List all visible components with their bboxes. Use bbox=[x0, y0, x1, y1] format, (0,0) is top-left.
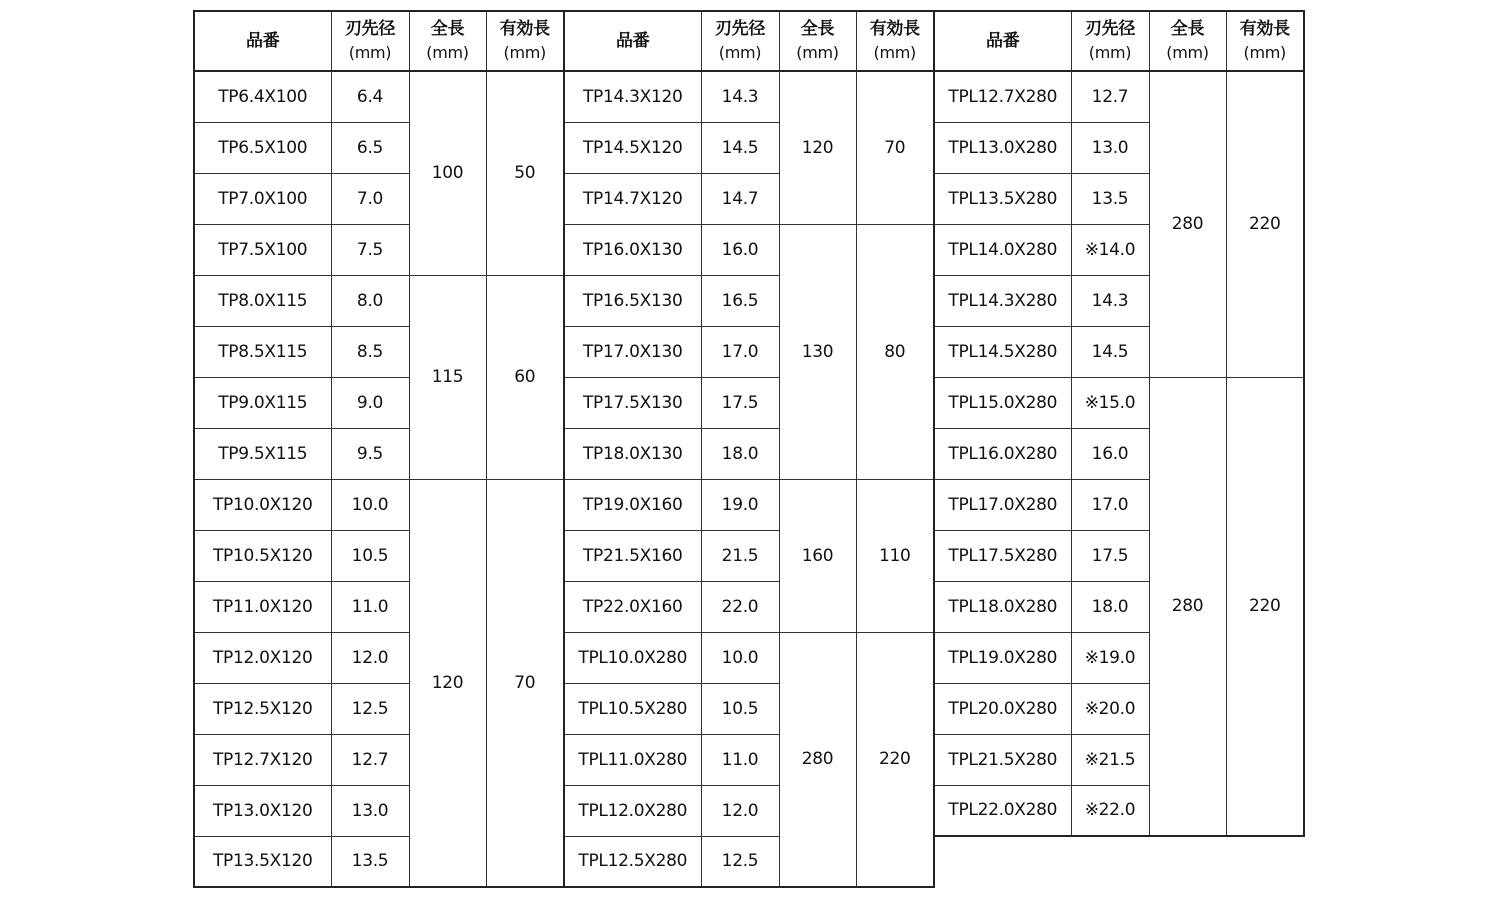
part-number-cell: TP6.4X100 bbox=[194, 71, 331, 122]
diameter-cell: 13.0 bbox=[331, 785, 409, 836]
diameter-cell: 17.0 bbox=[1071, 479, 1149, 530]
header-effective-length: 有効長 (mm) bbox=[856, 11, 934, 71]
part-number-cell: TPL12.5X280 bbox=[564, 836, 701, 887]
part-number-cell: TPL17.5X280 bbox=[934, 530, 1071, 581]
part-number-cell: TP6.5X100 bbox=[194, 122, 331, 173]
part-number-cell: TPL11.0X280 bbox=[564, 734, 701, 785]
diameter-cell: ※21.5 bbox=[1071, 734, 1149, 785]
diameter-cell: 8.5 bbox=[331, 326, 409, 377]
header-total-length: 全長 (mm) bbox=[409, 11, 486, 71]
effective-length-cell: 220 bbox=[1226, 71, 1304, 377]
diameter-cell: 9.5 bbox=[331, 428, 409, 479]
part-number-cell: TP22.0X160 bbox=[564, 581, 701, 632]
total-length-cell: 160 bbox=[779, 479, 856, 632]
total-length-cell: 280 bbox=[779, 632, 856, 887]
diameter-cell: ※22.0 bbox=[1071, 785, 1149, 836]
diameter-cell: 11.0 bbox=[701, 734, 779, 785]
effective-length-cell: 60 bbox=[486, 275, 564, 479]
part-number-cell: TP11.0X120 bbox=[194, 581, 331, 632]
diameter-cell: 10.0 bbox=[701, 632, 779, 683]
table-row bbox=[564, 632, 934, 683]
table-row bbox=[564, 224, 934, 275]
part-number-cell: TP7.5X100 bbox=[194, 224, 331, 275]
diameter-cell: 13.0 bbox=[1071, 122, 1149, 173]
diameter-cell: 6.4 bbox=[331, 71, 409, 122]
diameter-cell: 7.0 bbox=[331, 173, 409, 224]
diameter-cell: 16.0 bbox=[1071, 428, 1149, 479]
diameter-cell: 11.0 bbox=[331, 581, 409, 632]
table-row bbox=[194, 479, 564, 530]
total-length-cell: 280 bbox=[1149, 71, 1226, 377]
diameter-cell: 14.7 bbox=[701, 173, 779, 224]
diameter-cell: 13.5 bbox=[331, 836, 409, 887]
diameter-cell: ※20.0 bbox=[1071, 683, 1149, 734]
part-number-cell: TP14.7X120 bbox=[564, 173, 701, 224]
diameter-cell: 16.5 bbox=[701, 275, 779, 326]
total-length-cell: 280 bbox=[1149, 377, 1226, 836]
diameter-cell: 21.5 bbox=[701, 530, 779, 581]
effective-length-cell: 220 bbox=[1226, 377, 1304, 836]
part-number-cell: TP13.0X120 bbox=[194, 785, 331, 836]
diameter-cell: 17.5 bbox=[1071, 530, 1149, 581]
part-number-cell: TP10.5X120 bbox=[194, 530, 331, 581]
header-diameter: 刃先径 (mm) bbox=[701, 11, 779, 71]
part-number-cell: TP10.0X120 bbox=[194, 479, 331, 530]
diameter-cell: 12.5 bbox=[701, 836, 779, 887]
diameter-cell: 12.5 bbox=[331, 683, 409, 734]
part-number-cell: TP7.0X100 bbox=[194, 173, 331, 224]
total-length-cell: 100 bbox=[409, 71, 486, 275]
diameter-cell: 18.0 bbox=[1071, 581, 1149, 632]
part-number-cell: TP8.0X115 bbox=[194, 275, 331, 326]
spec-table-3 bbox=[933, 10, 1305, 837]
header-effective-length: 有効長 (mm) bbox=[1226, 11, 1304, 71]
effective-length-cell: 80 bbox=[856, 224, 934, 479]
diameter-cell: 17.0 bbox=[701, 326, 779, 377]
total-length-cell: 120 bbox=[779, 71, 856, 224]
diameter-cell: 22.0 bbox=[701, 581, 779, 632]
header-effective-length: 有効長 (mm) bbox=[486, 11, 564, 71]
diameter-cell: ※14.0 bbox=[1071, 224, 1149, 275]
effective-length-cell: 110 bbox=[856, 479, 934, 632]
diameter-cell: 19.0 bbox=[701, 479, 779, 530]
effective-length-cell: 70 bbox=[856, 71, 934, 224]
diameter-cell: 12.0 bbox=[701, 785, 779, 836]
part-number-cell: TP8.5X115 bbox=[194, 326, 331, 377]
part-number-cell: TP17.5X130 bbox=[564, 377, 701, 428]
part-number-cell: TPL14.5X280 bbox=[934, 326, 1071, 377]
diameter-cell: ※19.0 bbox=[1071, 632, 1149, 683]
part-number-cell: TPL17.0X280 bbox=[934, 479, 1071, 530]
part-number-cell: TPL16.0X280 bbox=[934, 428, 1071, 479]
diameter-cell: 12.7 bbox=[1071, 71, 1149, 122]
part-number-cell: TP13.5X120 bbox=[194, 836, 331, 887]
total-length-cell: 130 bbox=[779, 224, 856, 479]
part-number-cell: TP12.5X120 bbox=[194, 683, 331, 734]
part-number-cell: TPL15.0X280 bbox=[934, 377, 1071, 428]
diameter-cell: 12.0 bbox=[331, 632, 409, 683]
header-diameter: 刃先径 (mm) bbox=[331, 11, 409, 71]
part-number-cell: TPL12.0X280 bbox=[564, 785, 701, 836]
diameter-cell: 14.3 bbox=[701, 71, 779, 122]
diameter-cell: 13.5 bbox=[1071, 173, 1149, 224]
effective-length-cell: 220 bbox=[856, 632, 934, 887]
header-part-no: 品番 bbox=[564, 11, 701, 71]
part-number-cell: TP12.7X120 bbox=[194, 734, 331, 785]
diameter-cell: 14.5 bbox=[1071, 326, 1149, 377]
part-number-cell: TPL10.0X280 bbox=[564, 632, 701, 683]
part-number-cell: TPL20.0X280 bbox=[934, 683, 1071, 734]
spec-table-2 bbox=[563, 10, 935, 888]
part-number-cell: TP12.0X120 bbox=[194, 632, 331, 683]
table-row bbox=[194, 71, 564, 122]
header-part-no: 品番 bbox=[934, 11, 1071, 71]
effective-length-cell: 70 bbox=[486, 479, 564, 887]
diameter-cell: 8.0 bbox=[331, 275, 409, 326]
part-number-cell: TPL22.0X280 bbox=[934, 785, 1071, 836]
part-number-cell: TP14.5X120 bbox=[564, 122, 701, 173]
diameter-cell: 16.0 bbox=[701, 224, 779, 275]
part-number-cell: TP9.5X115 bbox=[194, 428, 331, 479]
diameter-cell: 10.5 bbox=[331, 530, 409, 581]
diameter-cell: 12.7 bbox=[331, 734, 409, 785]
part-number-cell: TP19.0X160 bbox=[564, 479, 701, 530]
part-number-cell: TPL13.5X280 bbox=[934, 173, 1071, 224]
effective-length-cell: 50 bbox=[486, 71, 564, 275]
table-row bbox=[564, 71, 934, 122]
part-number-cell: TP17.0X130 bbox=[564, 326, 701, 377]
table-row bbox=[194, 275, 564, 326]
part-number-cell: TPL14.3X280 bbox=[934, 275, 1071, 326]
part-number-cell: TP14.3X120 bbox=[564, 71, 701, 122]
diameter-cell: 6.5 bbox=[331, 122, 409, 173]
total-length-cell: 115 bbox=[409, 275, 486, 479]
table-row bbox=[564, 479, 934, 530]
part-number-cell: TPL19.0X280 bbox=[934, 632, 1071, 683]
part-number-cell: TP16.0X130 bbox=[564, 224, 701, 275]
header-part-no: 品番 bbox=[194, 11, 331, 71]
part-number-cell: TPL18.0X280 bbox=[934, 581, 1071, 632]
header-total-length: 全長 (mm) bbox=[779, 11, 856, 71]
header-total-length: 全長 (mm) bbox=[1149, 11, 1226, 71]
part-number-cell: TPL13.0X280 bbox=[934, 122, 1071, 173]
header-diameter: 刃先径 (mm) bbox=[1071, 11, 1149, 71]
diameter-cell: 7.5 bbox=[331, 224, 409, 275]
part-number-cell: TPL21.5X280 bbox=[934, 734, 1071, 785]
diameter-cell: 14.5 bbox=[701, 122, 779, 173]
part-number-cell: TPL12.7X280 bbox=[934, 71, 1071, 122]
diameter-cell: 10.0 bbox=[331, 479, 409, 530]
part-number-cell: TP9.0X115 bbox=[194, 377, 331, 428]
spec-table-1 bbox=[193, 10, 565, 888]
diameter-cell: 17.5 bbox=[701, 377, 779, 428]
part-number-cell: TPL14.0X280 bbox=[934, 224, 1071, 275]
part-number-cell: TP16.5X130 bbox=[564, 275, 701, 326]
part-number-cell: TP18.0X130 bbox=[564, 428, 701, 479]
total-length-cell: 120 bbox=[409, 479, 486, 887]
diameter-cell: 9.0 bbox=[331, 377, 409, 428]
diameter-cell: 10.5 bbox=[701, 683, 779, 734]
part-number-cell: TPL10.5X280 bbox=[564, 683, 701, 734]
table-row bbox=[934, 71, 1304, 122]
diameter-cell: 14.3 bbox=[1071, 275, 1149, 326]
table-row bbox=[934, 377, 1304, 428]
diameter-cell: 18.0 bbox=[701, 428, 779, 479]
diameter-cell: ※15.0 bbox=[1071, 377, 1149, 428]
part-number-cell: TP21.5X160 bbox=[564, 530, 701, 581]
